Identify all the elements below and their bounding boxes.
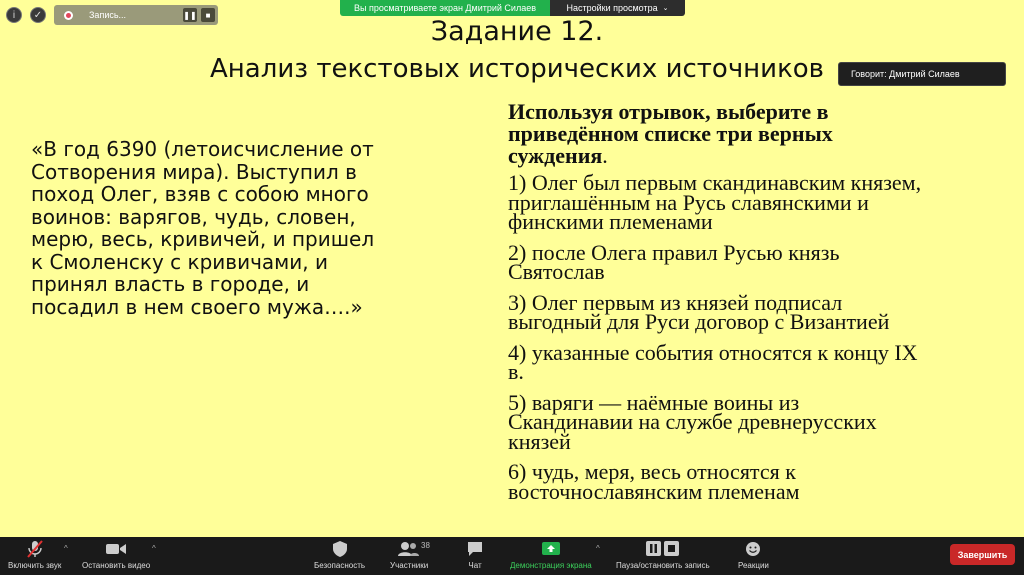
- participants-icon: [397, 540, 421, 558]
- pause-icon[interactable]: ❚❚: [183, 8, 197, 22]
- option-line: 1) Олег был первым скандинавским князем,: [508, 170, 922, 195]
- quote-line: принял власть в городе, и: [31, 272, 310, 296]
- slide-subtitle: Анализ текстовых исторических источников: [210, 54, 825, 84]
- security-label: Безопасность: [314, 561, 366, 570]
- participants-count: 38: [421, 541, 430, 550]
- option-6: [508, 459, 1008, 504]
- participants-label: Участники: [390, 561, 429, 570]
- chevron-up-icon[interactable]: ^: [596, 544, 600, 553]
- question-line: приведённом списке три верных: [508, 121, 833, 146]
- question-line: суждения: [508, 143, 603, 168]
- security-button[interactable]: [314, 540, 365, 570]
- view-options-menu[interactable]: [550, 0, 685, 16]
- option-line: 6) чудь, меря, весь относятся к: [508, 459, 796, 484]
- quote-line: мерю, весь, кривичей, и пришел: [31, 227, 375, 251]
- quote-line: «В год 6390 (летоисчисление от: [31, 137, 374, 161]
- source-quote: [31, 138, 411, 318]
- shield-icon: [331, 540, 349, 558]
- video-label: Остановить видео: [82, 561, 151, 570]
- chevron-up-icon[interactable]: ^: [152, 544, 156, 553]
- option-line: князей: [508, 428, 571, 454]
- video-button[interactable]: [82, 540, 150, 570]
- option-4: [508, 339, 1008, 384]
- option-line: 2) после Олега правил Русью князь: [508, 239, 840, 265]
- share-screen-label: Демонстрация экрана: [510, 561, 592, 570]
- option-1: [508, 170, 1008, 234]
- unmute-button[interactable]: [8, 540, 61, 570]
- unmute-label: Включить звук: [8, 561, 62, 570]
- pause-stop-recording-button[interactable]: [616, 540, 710, 570]
- option-line: приглашённым на Русь славянскими и: [508, 189, 869, 215]
- view-options-label: Настройки просмотра: [566, 3, 658, 13]
- option-3: [508, 289, 1008, 334]
- reactions-label: Реакции: [738, 561, 769, 570]
- quote-line: посадил в нем своего мужа….»: [31, 294, 363, 319]
- share-screen-button[interactable]: [510, 540, 592, 570]
- end-meeting-button[interactable]: Завершить: [950, 544, 1015, 565]
- share-screen-icon: [541, 540, 561, 558]
- chat-label: Чат: [468, 561, 482, 570]
- option-line: 5) варяги — наёмные воины из: [508, 389, 800, 415]
- record-icon: [64, 11, 73, 20]
- stop-icon[interactable]: ■: [201, 8, 215, 22]
- quote-line: воинов: варягов, чудь, словен,: [31, 204, 356, 229]
- quote-line: поход Олег, взяв с собою много: [31, 182, 369, 206]
- option-line: восточнославянским племенам: [508, 478, 800, 504]
- reactions-button[interactable]: [738, 540, 769, 570]
- emoji-icon: [744, 540, 762, 558]
- option-line: финскими племенами: [508, 209, 713, 234]
- chat-button[interactable]: [466, 540, 484, 570]
- option-line: Святослав: [508, 259, 605, 284]
- option-2: [508, 239, 1008, 284]
- chevron-down-icon: ⌄: [662, 5, 669, 12]
- option-line: в.: [508, 359, 524, 384]
- screen-share-notice: Вы просматриваете экран Дмитрий Силаев: [340, 0, 550, 16]
- meeting-info-group: [6, 6, 46, 24]
- question-line: Используя отрывок, выберите в: [508, 99, 829, 124]
- recording-label: Запись...: [89, 10, 127, 20]
- video-camera-icon: [105, 540, 127, 558]
- quote-line: к Смоленску с кривичами, и: [31, 249, 328, 274]
- recording-indicator: [54, 5, 218, 25]
- pause-stop-icon: [645, 540, 681, 558]
- question-text: [508, 101, 1008, 167]
- option-line: Скандинавии на службе древнерусских: [508, 409, 877, 434]
- task-panel: [508, 101, 1008, 512]
- question-period: .: [602, 143, 608, 168]
- pause-stop-label: Пауза/остановить запись: [616, 561, 710, 570]
- info-icon[interactable]: i: [6, 7, 22, 23]
- option-line: 3) Олег первым из князей подписал: [508, 289, 843, 315]
- shield-check-icon[interactable]: ✓: [30, 7, 46, 23]
- option-line: 4) указанные события относятся к концу IX: [508, 339, 918, 365]
- option-line: выгодный для Руси договор с Византией: [508, 309, 890, 334]
- option-5: [508, 389, 1008, 454]
- meeting-toolbar: [0, 537, 1024, 575]
- quote-line: Сотворения мира). Выступил в: [31, 159, 357, 184]
- chat-icon: [466, 540, 484, 558]
- chevron-up-icon[interactable]: ^: [64, 544, 68, 553]
- slide-title: Задание 12.: [430, 16, 604, 47]
- microphone-muted-icon: [25, 540, 45, 558]
- active-speaker-label: Говорит: Дмитрий Силаев: [838, 62, 1006, 86]
